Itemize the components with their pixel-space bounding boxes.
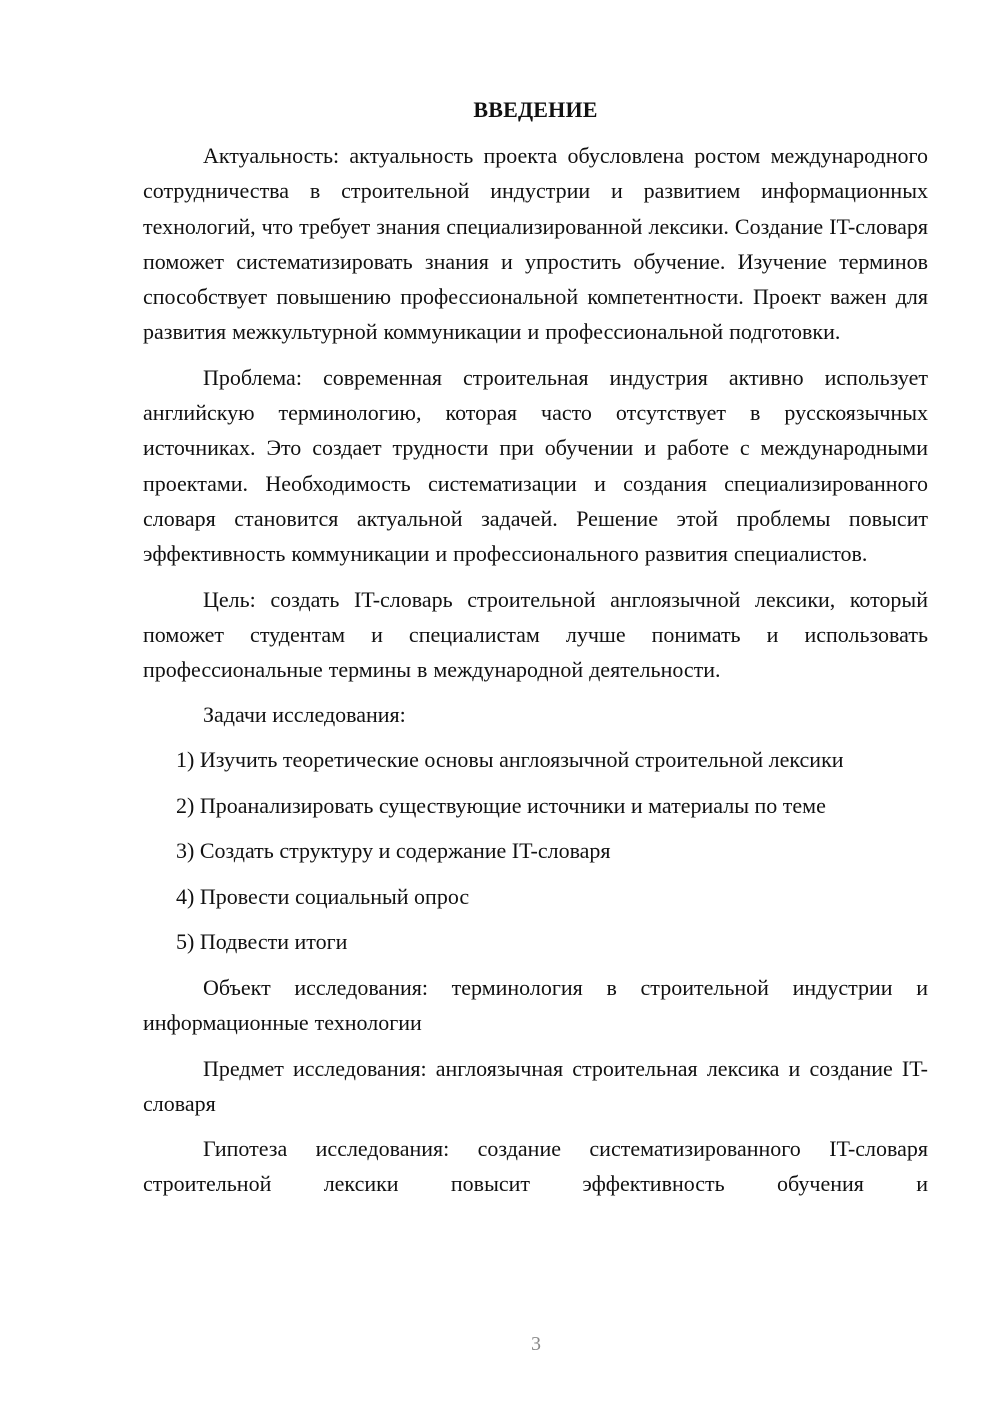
document-page xyxy=(143,94,928,1212)
paragraph-problem: Проблема: современная строительная индустрия активно использует английскую терминологию, которая часто отсутствует в русскоязычных источниках. Это создает трудности при обучении и работе с международными проектами. Необходимость систематизации и создания специализированного словаря становится актуальной задачей. Решение этой проблемы повысит эффективность коммуникации и профессионального развития специалистов. xyxy=(143,364,928,567)
task-item: 2) Проанализировать существующие источники и материалы по теме xyxy=(176,792,826,818)
page-number: 3 xyxy=(531,1333,541,1355)
task-item: 3) Создать структуру и содержание IT-словаря xyxy=(176,838,611,864)
tasks-heading: Задачи исследования: xyxy=(203,702,406,728)
section-title: ВВЕДЕНИЕ xyxy=(473,97,598,122)
tasks-list xyxy=(143,742,928,959)
task-item: 4) Провести социальный опрос xyxy=(176,883,470,909)
task-item: 5) Подвести итоги xyxy=(176,929,348,955)
paragraph-relevance: Актуальность: актуальность проекта обусловлена ростом международного сотрудничества в строительной индустрии и развитием информационных технологий, что требует знания специализированной лексики. Создание IT-словаря поможет систематизировать знания и упростить обучение. Изучение терминов способствует повышению профессиональной компетентности. Проект важен для развития межкультурной коммуникации и профессиональной подготовки. xyxy=(143,143,928,345)
paragraph-goal: Цель: создать IT-словарь строительной англоязычной лексики, который поможет студентам и специалистам лучше понимать и использовать профессиональные термины в международной деятельности. xyxy=(143,586,928,683)
paragraph-object: Объект исследования: терминология в строительной индустрии и информационные технологии xyxy=(143,974,928,1036)
task-item: 1) Изучить теоретические основы англоязычной строительной лексики xyxy=(176,747,844,773)
paragraph-hypothesis: Гипотеза исследования: создание систематизированного IT-словаря строительной лексики повысит эффективность обучения и xyxy=(143,1136,928,1197)
paragraph-subject: Предмет исследования: англоязычная строительная лексика и создание IT-словаря xyxy=(143,1055,928,1116)
